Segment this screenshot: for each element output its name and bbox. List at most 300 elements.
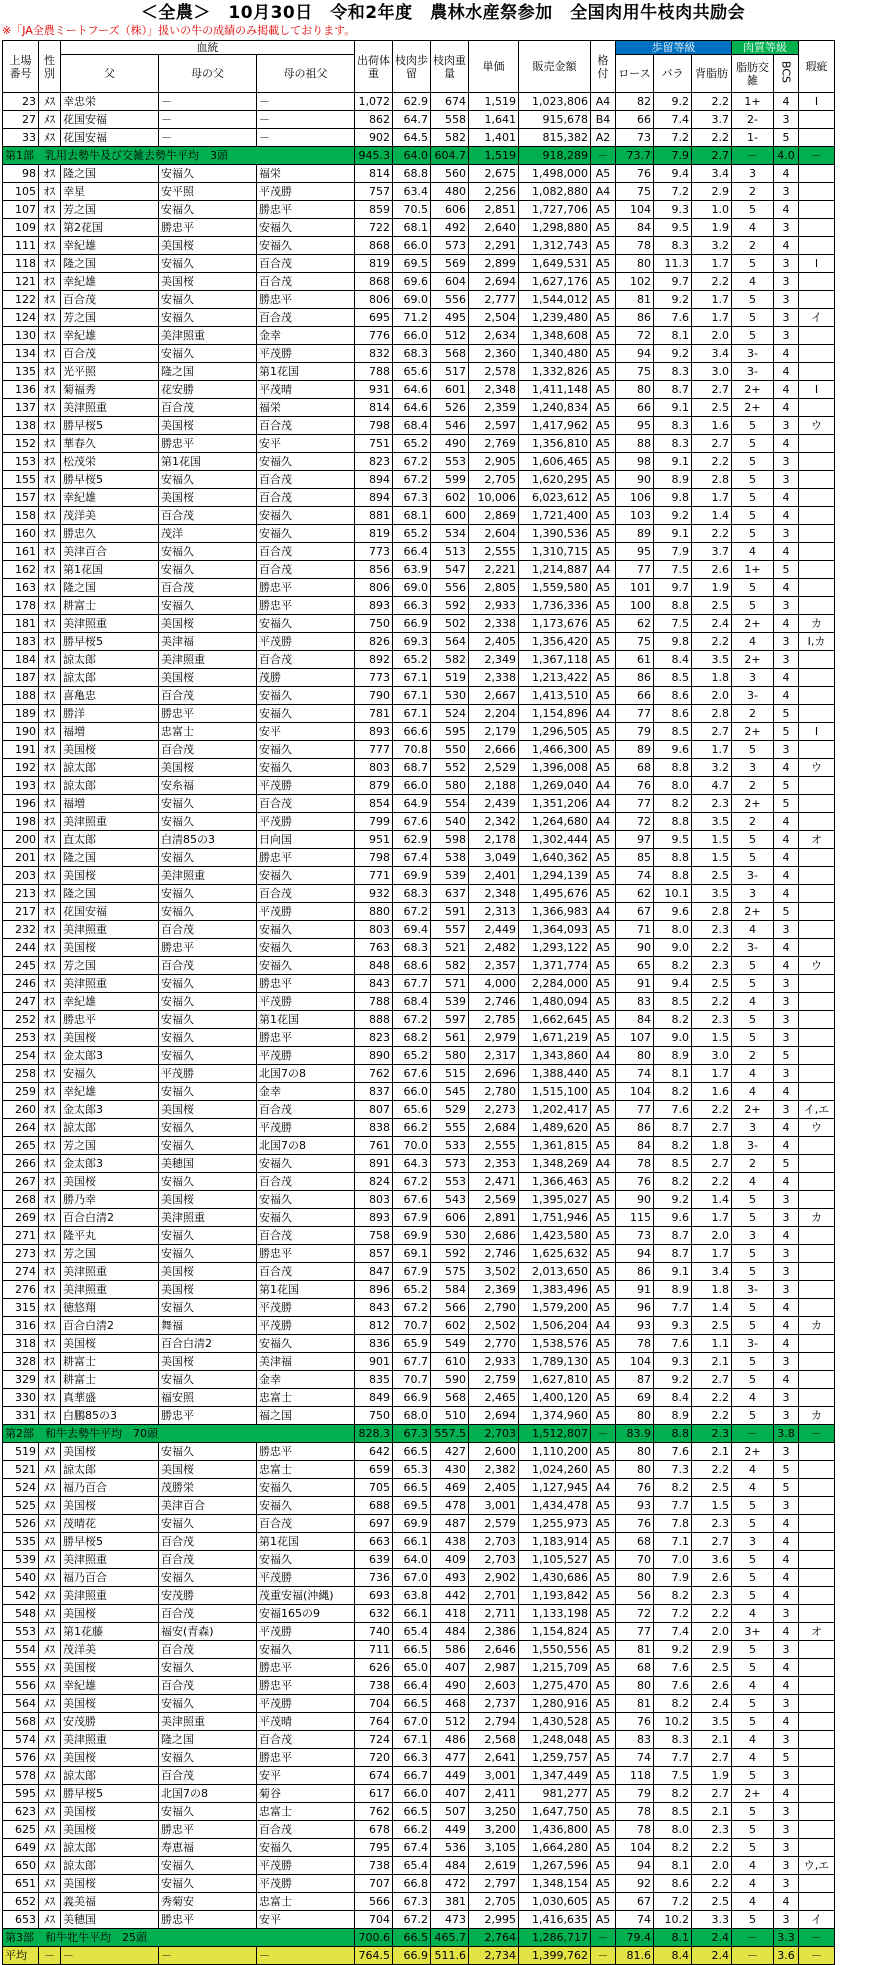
cell-rib: 8.5: [654, 669, 692, 687]
cell-carcass-weight: 472: [431, 1875, 469, 1893]
cell-lot: 540: [3, 1569, 39, 1587]
cell-unit-price: 2,504: [469, 309, 519, 327]
cell-carcass-weight: 602: [431, 1317, 469, 1335]
cell-defect: [799, 219, 835, 237]
cell-unit-price: 2,737: [469, 1695, 519, 1713]
cell-bms: 4: [732, 543, 774, 561]
cell-rib: 8.8: [654, 849, 692, 867]
table-row: [3, 309, 835, 327]
cell-father: 幸紀雄: [61, 1677, 159, 1695]
cell-grade: A5: [591, 1371, 616, 1389]
cell-father: 花国安福: [61, 111, 159, 129]
cell-grade: A5: [591, 1533, 616, 1551]
cell-yield: 66.4: [393, 543, 431, 561]
cell-yield: 67.2: [393, 1173, 431, 1191]
cell-unit-price: 2,471: [469, 1173, 519, 1191]
cell-grade: A5: [591, 1893, 616, 1911]
cell-backfat: 2.2: [692, 129, 732, 147]
cell-defect: [799, 1749, 835, 1767]
col-mothers-father: 母の父: [159, 55, 257, 93]
cell-bms: 4: [732, 633, 774, 651]
cell-ship-weight: 617: [355, 1785, 393, 1803]
cell-loin: 80: [616, 1569, 654, 1587]
cell-bms: 2-: [732, 111, 774, 129]
cell-loin: 94: [616, 345, 654, 363]
cell-unit-price: 2,987: [469, 1659, 519, 1677]
table-row: [3, 507, 835, 525]
cell-ship-weight: 832: [355, 345, 393, 363]
cell-father: 勝忠久: [61, 525, 159, 543]
cell-sex: ｵｽ: [39, 237, 61, 255]
cell-bcs: 4: [774, 435, 799, 453]
table-row: [3, 1353, 835, 1371]
table-row: [3, 381, 835, 399]
cell-loin: 80: [616, 381, 654, 399]
cell-mothers-father: 安福久: [159, 1695, 257, 1713]
table-row: [3, 1029, 835, 1047]
cell-carcass-weight: 573: [431, 1155, 469, 1173]
cell-sex: ﾒｽ: [39, 1533, 61, 1551]
cell-rib: 9.2: [654, 345, 692, 363]
cell-mothers-father: 安福久: [159, 1029, 257, 1047]
cell-mothers-grandfather: 勝忠平: [257, 1029, 355, 1047]
cell-mothers-grandfather: 百合茂: [257, 1101, 355, 1119]
cell-loin: 77: [616, 1623, 654, 1641]
cell-grade: A4: [591, 183, 616, 201]
cell-defect: オ: [799, 831, 835, 849]
cell-mothers-grandfather: 百合茂: [257, 417, 355, 435]
cell-mothers-grandfather: 安福久: [257, 1497, 355, 1515]
cell-grade: A5: [591, 399, 616, 417]
cell-father: 茂洋美: [61, 507, 159, 525]
cell-sales: 1,298,880: [519, 219, 591, 237]
col-sex: 性別: [39, 41, 61, 93]
cell-grade: A2: [591, 129, 616, 147]
table-row: [3, 1101, 835, 1119]
cell-defect: [799, 237, 835, 255]
table-row: [3, 1191, 835, 1209]
cell-rib: 7.9: [654, 1569, 692, 1587]
cell-ship-weight: 762: [355, 1065, 393, 1083]
cell-loin: 80: [616, 1677, 654, 1695]
cell-carcass-weight: 530: [431, 1227, 469, 1245]
cell-ship-weight: 859: [355, 201, 393, 219]
cell-sales: 1,671,219: [519, 1029, 591, 1047]
cell-loin: 106: [616, 489, 654, 507]
cell-defect: Ⅰ: [799, 723, 835, 741]
cell-sex: ｵｽ: [39, 435, 61, 453]
cell-defect: [799, 705, 835, 723]
cell-defect: ウ,エ: [799, 1857, 835, 1875]
cell-bms: 2: [732, 237, 774, 255]
cell-mothers-grandfather: 平茂勝: [257, 1695, 355, 1713]
cell-backfat: 2.3: [692, 795, 732, 813]
cell-loin: 78: [616, 1803, 654, 1821]
cell-mothers-father: 安福久: [159, 1443, 257, 1461]
cell-carcass-weight: 530: [431, 687, 469, 705]
cell-backfat: 2.7: [692, 1785, 732, 1803]
cell-bcs: 4: [774, 1659, 799, 1677]
cell-mothers-grandfather: 平茂勝: [257, 1875, 355, 1893]
cell-mothers-father: 安糸福: [159, 777, 257, 795]
subtotal-row: [3, 1425, 835, 1443]
cell-bcs: 4: [774, 939, 799, 957]
cell-sales: 1,388,440: [519, 1065, 591, 1083]
cell-mothers-father: 白清85の3: [159, 831, 257, 849]
cell-grade: A5: [591, 1461, 616, 1479]
table-row: [3, 1677, 835, 1695]
cell-bms: 5: [732, 471, 774, 489]
cell-yield: 65.2: [393, 525, 431, 543]
cell-loin: 95: [616, 417, 654, 435]
cell-yield: 67.7: [393, 1353, 431, 1371]
cell-backfat: 2.0: [692, 1623, 732, 1641]
cell-bms: 3: [732, 759, 774, 777]
cell-defect: [799, 1191, 835, 1209]
cell-defect: [799, 291, 835, 309]
cell-yield: 69.9: [393, 1227, 431, 1245]
cell-unit-price: 2,780: [469, 1083, 519, 1101]
cell-defect: [799, 1281, 835, 1299]
cell-carcass-weight: 575: [431, 1263, 469, 1281]
cell-sex: ﾒｽ: [39, 1803, 61, 1821]
cell-yield: 65.3: [393, 1461, 431, 1479]
table-row: [3, 957, 835, 975]
cell-sales: 1,366,983: [519, 903, 591, 921]
cell-sex: ｵｽ: [39, 1173, 61, 1191]
cell-rib: 8.9: [654, 1047, 692, 1065]
cell-bms: 5: [732, 1695, 774, 1713]
cell-defect: ウ: [799, 417, 835, 435]
cell-backfat: 2.9: [692, 183, 732, 201]
cell-rib: 8.2: [654, 1083, 692, 1101]
cell-rib: 9.2: [654, 507, 692, 525]
cell-grade: A5: [591, 363, 616, 381]
cell-grade: A5: [591, 1281, 616, 1299]
cell-loin: 76: [616, 165, 654, 183]
cell-bms: 4: [732, 219, 774, 237]
cell-unit-price: 2,579: [469, 1515, 519, 1533]
cell-bcs: 4: [774, 1371, 799, 1389]
cell-sex: ｵｽ: [39, 1029, 61, 1047]
cell-bms: －: [732, 147, 774, 165]
cell-backfat: 2.2: [692, 1173, 732, 1191]
cell-carcass-weight: 442: [431, 1587, 469, 1605]
cell-bcs: 4: [774, 201, 799, 219]
cell-lot: 276: [3, 1281, 39, 1299]
cell-bms: 3-: [732, 363, 774, 381]
cell-lot: 188: [3, 687, 39, 705]
cell-ship-weight: 893: [355, 723, 393, 741]
cell-sales: 1,538,576: [519, 1335, 591, 1353]
cell-sex: ｵｽ: [39, 579, 61, 597]
table-row: [3, 1875, 835, 1893]
table-row: [3, 1083, 835, 1101]
cell-sales: 1,489,620: [519, 1119, 591, 1137]
cell-rib: 8.4: [654, 651, 692, 669]
cell-unit-price: 2,869: [469, 507, 519, 525]
cell-mothers-father: 福安照: [159, 1389, 257, 1407]
cell-bcs: 3: [774, 327, 799, 345]
cell-father: 徳悠翔: [61, 1299, 159, 1317]
cell-mothers-father: 安平照: [159, 183, 257, 201]
table-row: [3, 1209, 835, 1227]
cell-sex: ﾒｽ: [39, 1731, 61, 1749]
cell-bcs: 5: [774, 129, 799, 147]
cell-bcs: 5: [774, 903, 799, 921]
cell-rib: 10.1: [654, 885, 692, 903]
cell-defect: カ: [799, 1209, 835, 1227]
cell-bcs: 3: [774, 975, 799, 993]
cell-rib: 9.5: [654, 219, 692, 237]
cell-ship-weight: 835: [355, 1371, 393, 1389]
cell-bms: 2: [732, 1155, 774, 1173]
cell-unit-price: 2,256: [469, 183, 519, 201]
cell-yield: 67.2: [393, 471, 431, 489]
cell-loin: 80: [616, 1407, 654, 1425]
cell-sex: ｵｽ: [39, 1371, 61, 1389]
cell-ship-weight: 688: [355, 1497, 393, 1515]
table-row: [3, 1695, 835, 1713]
cell-grade: A5: [591, 921, 616, 939]
cell-unit-price: 2,899: [469, 255, 519, 273]
cell-loin: 103: [616, 507, 654, 525]
cell-backfat: 1.4: [692, 1299, 732, 1317]
cell-unit-price: 2,641: [469, 1749, 519, 1767]
col-grade: 格付: [591, 41, 616, 93]
cell-loin: 104: [616, 201, 654, 219]
cell-ship-weight: 856: [355, 561, 393, 579]
cell-mothers-father: 安福久: [159, 795, 257, 813]
cell-loin: 84: [616, 1011, 654, 1029]
cell-sales: 1,023,806: [519, 93, 591, 111]
cell-loin: 76: [616, 1515, 654, 1533]
cell-ship-weight: 771: [355, 867, 393, 885]
cell-bms: 5: [732, 1641, 774, 1659]
cell-mothers-grandfather: 平茂勝: [257, 345, 355, 363]
cell-sales: 1,356,810: [519, 435, 591, 453]
table-row: [3, 1749, 835, 1767]
table-row: [3, 1605, 835, 1623]
cell-defect: [799, 489, 835, 507]
cell-loin: 90: [616, 939, 654, 957]
cell-unit-price: 2,439: [469, 795, 519, 813]
cell-backfat: 1.7: [692, 309, 732, 327]
table-row: [3, 1371, 835, 1389]
cell-mothers-father: 美国桜: [159, 237, 257, 255]
cell-mothers-father: 安福久: [159, 1659, 257, 1677]
cell-unit-price: 2,357: [469, 957, 519, 975]
cell-defect: [799, 741, 835, 759]
cell-sex: ｵｽ: [39, 885, 61, 903]
table-row: [3, 687, 835, 705]
cell-unit-price: 2,675: [469, 165, 519, 183]
cell-yield: 67.4: [393, 849, 431, 867]
cell-defect: ウ: [799, 957, 835, 975]
cell-ship-weight: 720: [355, 1749, 393, 1767]
table-row: [3, 327, 835, 345]
cell-rib: 8.2: [654, 1173, 692, 1191]
cell-defect: [799, 1263, 835, 1281]
cell-unit-price: 2,979: [469, 1029, 519, 1047]
table-row: [3, 237, 835, 255]
col-unit-price: 単価: [469, 41, 519, 93]
cell-rib: 8.2: [654, 1479, 692, 1497]
cell-backfat: 2.2: [692, 1605, 732, 1623]
cell-carcass-weight: 540: [431, 813, 469, 831]
cell-backfat: 2.2: [692, 1875, 732, 1893]
cell-rib: 9.6: [654, 903, 692, 921]
cell-unit-price: 2,386: [469, 1623, 519, 1641]
cell-sales: 1,416,635: [519, 1911, 591, 1929]
cell-sex: ｵｽ: [39, 1227, 61, 1245]
cell-lot: 109: [3, 219, 39, 237]
cell-carcass-weight: 599: [431, 471, 469, 489]
cell-lot: 564: [3, 1695, 39, 1713]
cell-bcs: 5: [774, 561, 799, 579]
cell-backfat: 2.5: [692, 1893, 732, 1911]
cell-bcs: 4: [774, 669, 799, 687]
cell-bcs: 3: [774, 1407, 799, 1425]
cell-defect: [799, 471, 835, 489]
cell-defect: [799, 1785, 835, 1803]
cell-loin: 88: [616, 435, 654, 453]
cell-mothers-father: 安福久: [159, 1137, 257, 1155]
cell-mothers-father: 福安(青森): [159, 1623, 257, 1641]
cell-sex: ﾒｽ: [39, 111, 61, 129]
cell-unit-price: 2,785: [469, 1011, 519, 1029]
cell-mothers-grandfather: 百合茂: [257, 561, 355, 579]
cell-ship-weight: 724: [355, 1731, 393, 1749]
cell-sales: 1,430,528: [519, 1713, 591, 1731]
cell-unit-price: 2,770: [469, 1335, 519, 1353]
cell-carcass-weight: 557.5: [431, 1425, 469, 1443]
cell-mothers-grandfather: 忠富士: [257, 1803, 355, 1821]
cell-defect: [799, 1335, 835, 1353]
cell-defect: [799, 1443, 835, 1461]
cell-bms: 2: [732, 1047, 774, 1065]
cell-defect: [799, 1803, 835, 1821]
cell-rib: 9.8: [654, 489, 692, 507]
cell-unit-price: 2,291: [469, 237, 519, 255]
cell-bcs: 3: [774, 1281, 799, 1299]
cell-father: 美国桜: [61, 1821, 159, 1839]
cell-backfat: 2.5: [692, 975, 732, 993]
cell-lot: 191: [3, 741, 39, 759]
cell-sales: 1,411,148: [519, 381, 591, 399]
cell-backfat: 2.2: [692, 453, 732, 471]
cell-father: 諒太郎: [61, 1461, 159, 1479]
cell-backfat: 2.6: [692, 561, 732, 579]
cell-unit-price: 2,764: [469, 1929, 519, 1947]
cell-grade: A5: [591, 489, 616, 507]
cell-loin: 68: [616, 1533, 654, 1551]
cell-sex: ｵｽ: [39, 327, 61, 345]
cell-sex: ﾒｽ: [39, 1641, 61, 1659]
cell-mothers-grandfather: 安平: [257, 723, 355, 741]
cell-grade: A5: [591, 1569, 616, 1587]
cell-sex: ｵｽ: [39, 561, 61, 579]
cell-bcs: 4: [774, 849, 799, 867]
cell-bcs: 3: [774, 219, 799, 237]
cell-rib: 8.2: [654, 1839, 692, 1857]
cell-defect: [799, 687, 835, 705]
cell-carcass-weight: 492: [431, 219, 469, 237]
table-row: [3, 1461, 835, 1479]
col-backfat: 背脂肪: [692, 55, 732, 93]
cell-rib: 9.6: [654, 741, 692, 759]
cell-mothers-father: 美国桜: [159, 1281, 257, 1299]
cell-backfat: 3.5: [692, 1713, 732, 1731]
cell-lot: 254: [3, 1047, 39, 1065]
cell-father: 直太郎: [61, 831, 159, 849]
table-row: [3, 867, 835, 885]
cell-carcass-weight: 468: [431, 1695, 469, 1713]
cell-loin: 118: [616, 1767, 654, 1785]
cell-lot: 331: [3, 1407, 39, 1425]
cell-sales: 1,348,269: [519, 1155, 591, 1173]
cell-bms: 3: [732, 669, 774, 687]
cell-grade: A5: [591, 1389, 616, 1407]
cell-unit-price: 2,348: [469, 885, 519, 903]
cell-mothers-father: 隆之国: [159, 1731, 257, 1749]
cell-loin: 76: [616, 777, 654, 795]
cell-unit-price: 2,405: [469, 633, 519, 651]
cell-unit-price: 2,805: [469, 579, 519, 597]
cell-ship-weight: 761: [355, 1137, 393, 1155]
cell-carcass-weight: 536: [431, 1839, 469, 1857]
cell-mothers-grandfather: 平茂勝: [257, 993, 355, 1011]
table-row: [3, 129, 835, 147]
cell-ship-weight: 896: [355, 1281, 393, 1299]
cell-sales: 1,480,094: [519, 993, 591, 1011]
cell-backfat: 4.7: [692, 777, 732, 795]
cell-grade: A4: [591, 1155, 616, 1173]
cell-mothers-grandfather: 安福165の9: [257, 1605, 355, 1623]
cell-loin: 75: [616, 363, 654, 381]
cell-mothers-grandfather: 安福久: [257, 1641, 355, 1659]
table-row: [3, 579, 835, 597]
cell-sales: 1,280,916: [519, 1695, 591, 1713]
cell-unit-price: 2,604: [469, 525, 519, 543]
cell-father: 美国桜: [61, 939, 159, 957]
cell-backfat: 1.7: [692, 489, 732, 507]
cell-lot: 136: [3, 381, 39, 399]
cell-loin: 75: [616, 183, 654, 201]
cell-defect: [799, 543, 835, 561]
cell-rib: 8.7: [654, 1227, 692, 1245]
cell-rib: 7.9: [654, 543, 692, 561]
table-row: [3, 1119, 835, 1137]
cell-grade: A5: [591, 1803, 616, 1821]
table-row: [3, 255, 835, 273]
table-row: [3, 1443, 835, 1461]
cell-lot: 189: [3, 705, 39, 723]
cell-backfat: 1.7: [692, 1209, 732, 1227]
cell-yield: 67.9: [393, 1263, 431, 1281]
cell-grade: A4: [591, 813, 616, 831]
cell-unit-price: 2,851: [469, 201, 519, 219]
cell-backfat: 1.7: [692, 255, 732, 273]
cell-mothers-father: 安福久: [159, 1227, 257, 1245]
cell-sales: 1,625,632: [519, 1245, 591, 1263]
cell-bms: 5: [732, 1029, 774, 1047]
cell-lot: 625: [3, 1821, 39, 1839]
cell-backfat: 2.3: [692, 1587, 732, 1605]
cell-rib: 8.5: [654, 723, 692, 741]
cell-carcass-weight: 539: [431, 867, 469, 885]
cell-unit-price: 4,000: [469, 975, 519, 993]
